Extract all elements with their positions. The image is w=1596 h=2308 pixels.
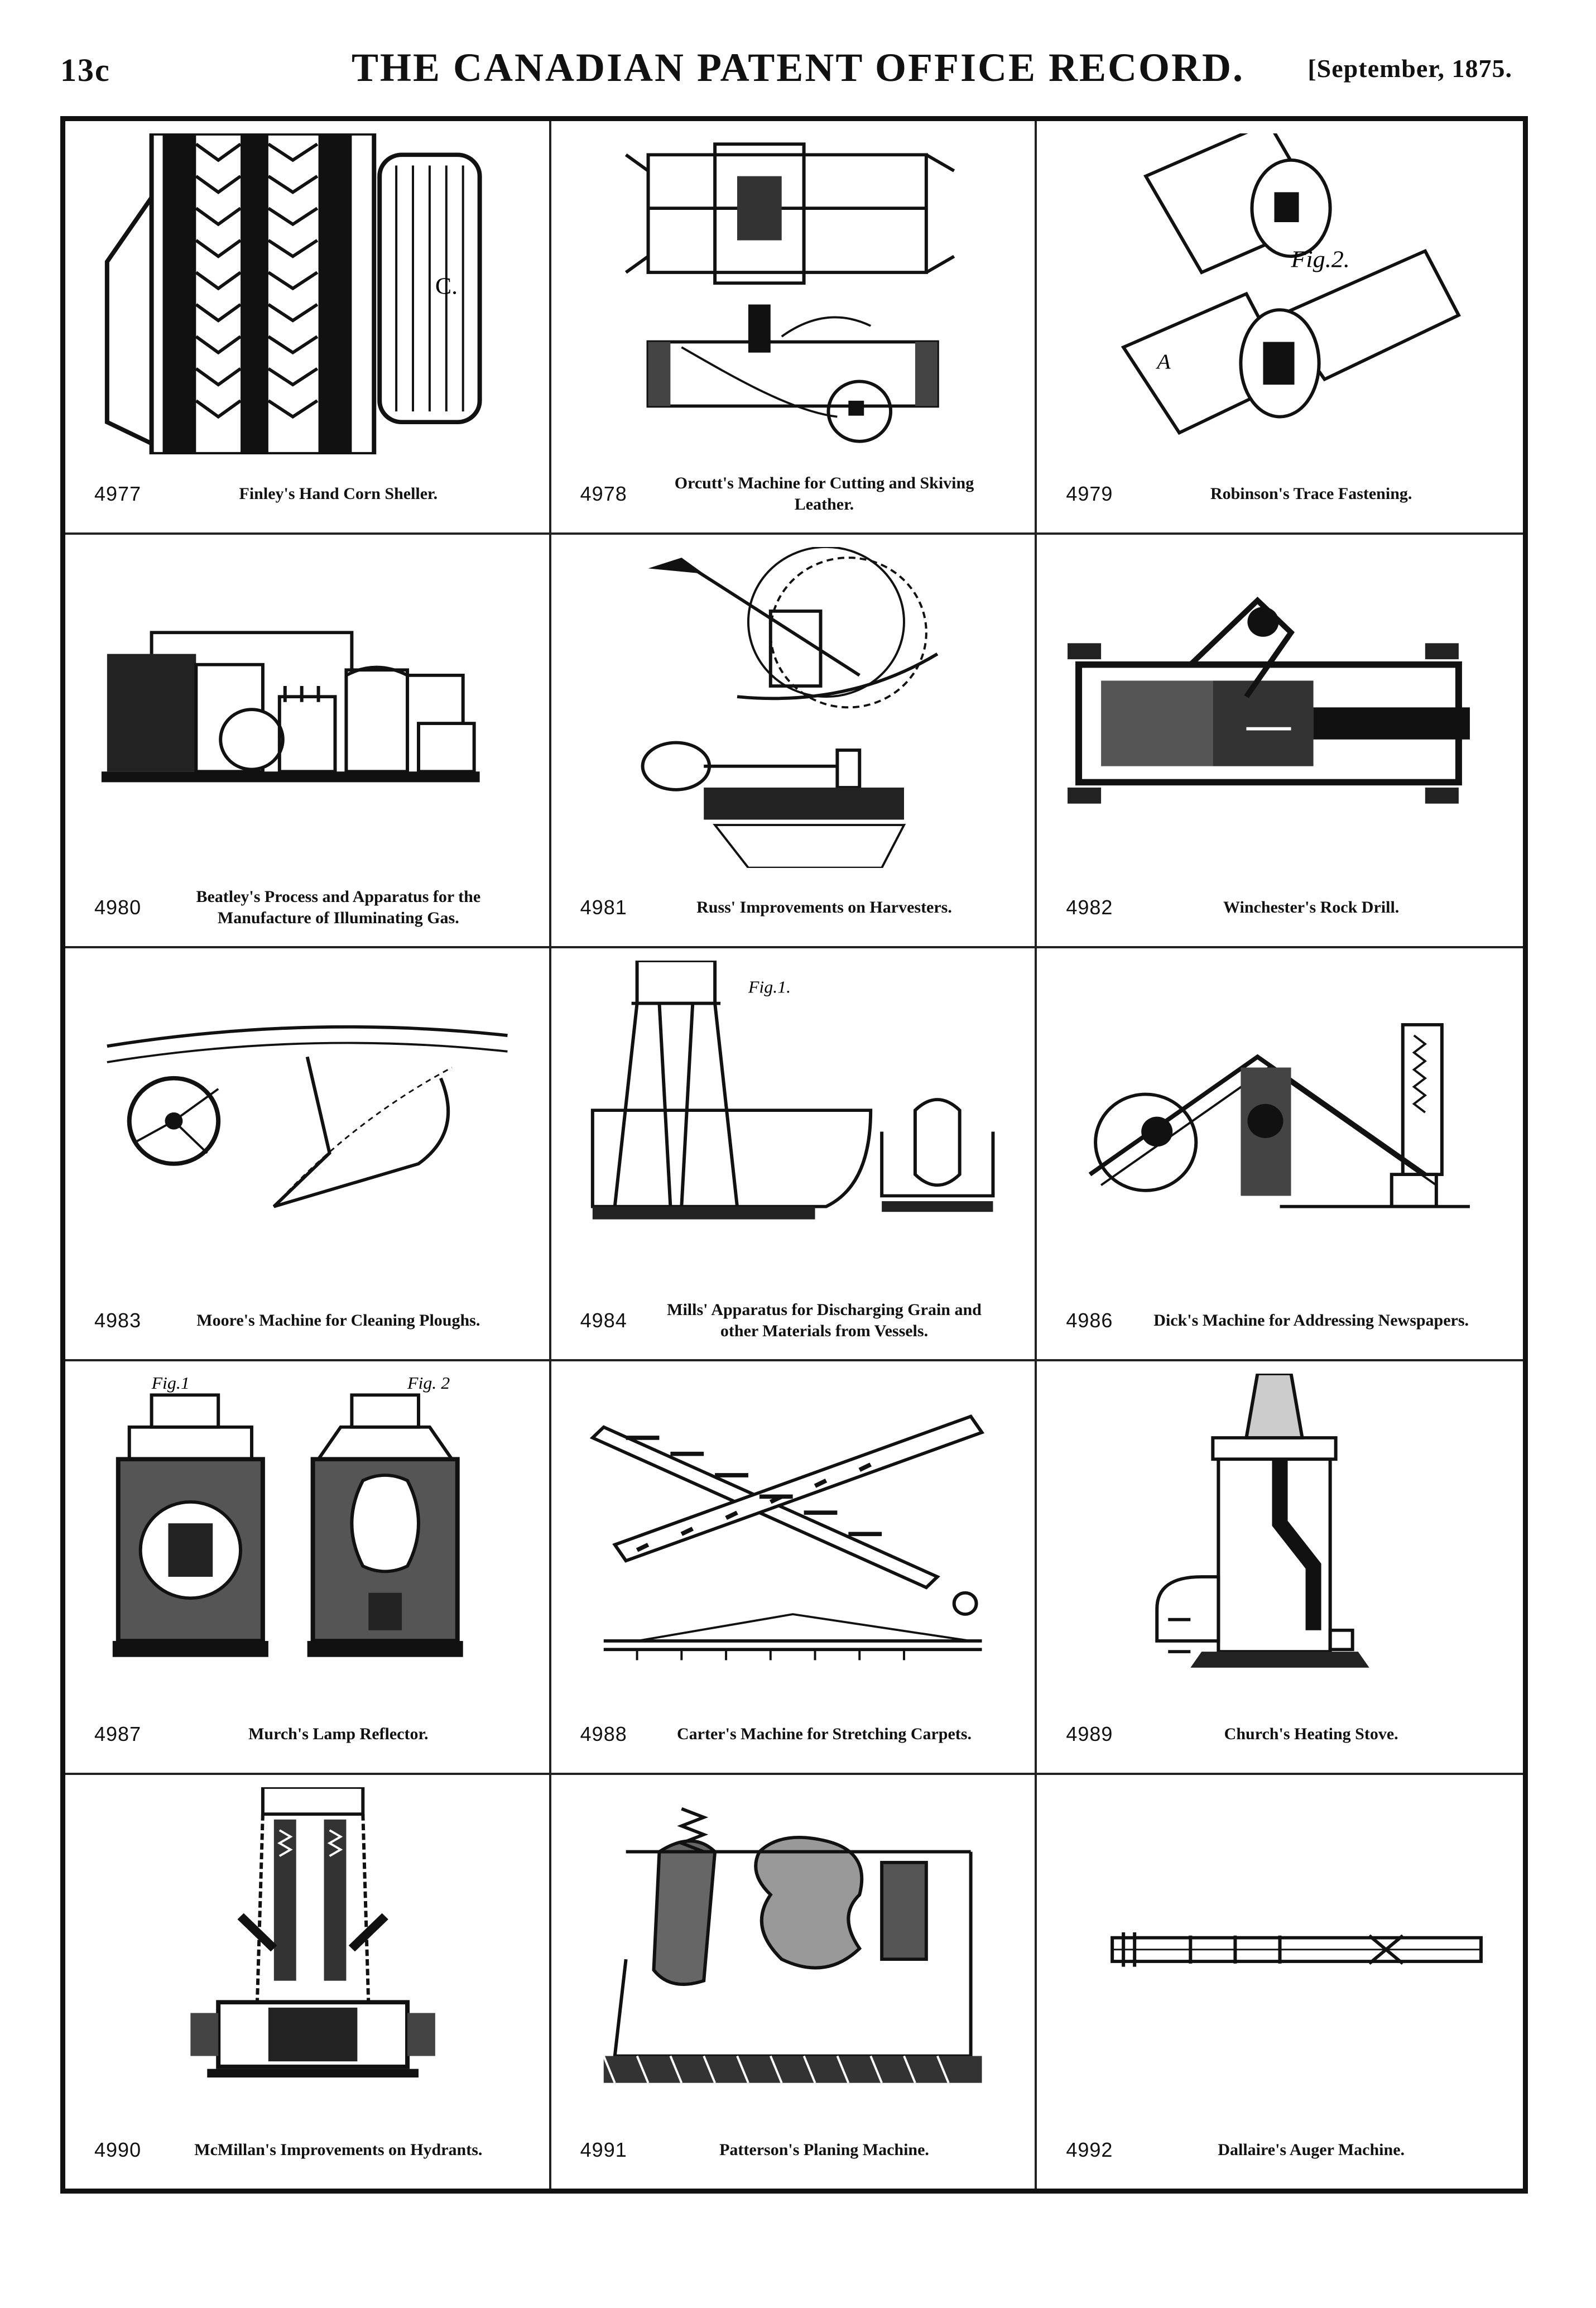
patent-title: Mills' Apparatus for Discharging Grain and other Materials from Vessels. [667, 1301, 982, 1341]
harvester-drawing [570, 547, 1015, 868]
patent-cell [1037, 1775, 1523, 2189]
leather-cutting-machine-drawing [570, 133, 1015, 454]
patent-title: Moore's Machine for Cleaning Ploughs. [196, 1311, 480, 1330]
patent-number: 4990 [94, 2138, 142, 2161]
patent-title: Church's Heating Stove. [1224, 1725, 1398, 1744]
patent-caption [551, 1290, 1035, 1351]
svg-text:C.: C. [435, 273, 458, 300]
patent-caption [65, 1704, 549, 1765]
patent-number: 4981 [580, 895, 627, 919]
plough-cleaner-drawing [85, 961, 530, 1282]
patent-number: 4991 [580, 2138, 627, 2161]
grain-discharger-drawing [570, 961, 1015, 1282]
publication-title: THE CANADIAN PATENT OFFICE RECORD. [351, 45, 1245, 90]
patent-cell [551, 121, 1037, 535]
patent-number: 4977 [94, 482, 142, 505]
planing-machine-drawing [570, 1787, 1015, 2110]
patent-title: Russ' Improvements on Harvesters. [696, 898, 952, 917]
svg-text:Fig.2.: Fig.2. [1291, 247, 1350, 273]
patent-cell [551, 1361, 1037, 1775]
patent-cell [1037, 948, 1523, 1362]
patent-number: 4978 [580, 482, 627, 505]
patent-number: 4979 [1066, 482, 1113, 505]
patent-number: 4992 [1066, 2138, 1113, 2161]
patent-cell [1037, 1361, 1523, 1775]
lamp-reflector-drawing [85, 1374, 530, 1695]
patent-number: 4987 [94, 1722, 142, 1746]
patent-cell [551, 535, 1037, 948]
patent-plate [60, 116, 1528, 2194]
patent-cell [65, 121, 551, 535]
patent-cell [65, 1775, 551, 2189]
patent-cell [551, 948, 1037, 1362]
patent-cell [65, 535, 551, 948]
patent-number: 4983 [94, 1309, 142, 1332]
corn-sheller-drawing [85, 133, 530, 454]
patent-title: Dick's Machine for Addressing Newspapers. [1153, 1311, 1469, 1330]
patent-title: Dallaire's Auger Machine. [1218, 2140, 1405, 2159]
patent-title: Finley's Hand Corn Sheller. [239, 484, 438, 503]
patent-caption [1037, 877, 1523, 938]
trace-fastening-drawing [1056, 133, 1503, 454]
patent-title: Murch's Lamp Reflector. [248, 1725, 429, 1744]
patent-cell [551, 1775, 1037, 2189]
patent-caption [551, 1704, 1035, 1765]
addressing-machine-drawing [1056, 961, 1503, 1282]
page-number: 13c [60, 52, 110, 88]
patent-number: 4982 [1066, 895, 1113, 919]
patent-title: Robinson's Trace Fastening. [1210, 484, 1412, 503]
patent-caption [1037, 2119, 1523, 2181]
patent-title: McMillan's Improvements on Hydrants. [194, 2140, 483, 2159]
patent-title: Carter's Machine for Stretching Carpets. [677, 1725, 972, 1744]
page-header [0, 0, 1596, 112]
hydrant-drawing [85, 1787, 530, 2110]
patent-cell [1037, 121, 1523, 535]
patent-number: 4988 [580, 1722, 627, 1746]
gas-apparatus-drawing [85, 547, 530, 868]
patent-number: 4984 [580, 1309, 627, 1332]
patent-cell [65, 948, 551, 1362]
patent-caption [65, 463, 549, 525]
patent-caption [1037, 1290, 1523, 1351]
patent-cell [65, 1361, 551, 1775]
patent-caption [65, 2119, 549, 2181]
patent-caption [1037, 1704, 1523, 1765]
rock-drill-drawing [1056, 547, 1503, 868]
svg-text:Fig. 2: Fig. 2 [407, 1374, 450, 1393]
heating-stove-drawing [1056, 1374, 1503, 1695]
auger-machine-drawing [1056, 1787, 1503, 2110]
patent-caption [551, 2119, 1035, 2181]
svg-text:Fig.1: Fig.1 [151, 1374, 190, 1393]
patent-title: Patterson's Planing Machine. [719, 2140, 929, 2159]
issue-date: [September, 1875. [1307, 54, 1512, 83]
patent-title: Beatley's Process and Apparatus for the Manufacture of Illuminating Gas. [196, 887, 481, 927]
patent-title: Winchester's Rock Drill. [1223, 898, 1400, 917]
patent-caption [65, 877, 549, 938]
patent-number: 4986 [1066, 1309, 1113, 1332]
patent-caption [551, 877, 1035, 938]
patent-cell [1037, 535, 1523, 948]
patent-title: Orcutt's Machine for Cutting and Skiving Leather. [674, 473, 974, 514]
patent-caption [551, 463, 1035, 525]
patent-number: 4980 [94, 895, 142, 919]
patent-caption [65, 1290, 549, 1351]
svg-text:A: A [1157, 350, 1171, 374]
patent-caption [1037, 463, 1523, 525]
patent-grid [65, 121, 1523, 2189]
carpet-stretcher-drawing [570, 1374, 1015, 1695]
patent-number: 4989 [1066, 1722, 1113, 1746]
svg-text:Fig.1.: Fig.1. [748, 977, 791, 997]
